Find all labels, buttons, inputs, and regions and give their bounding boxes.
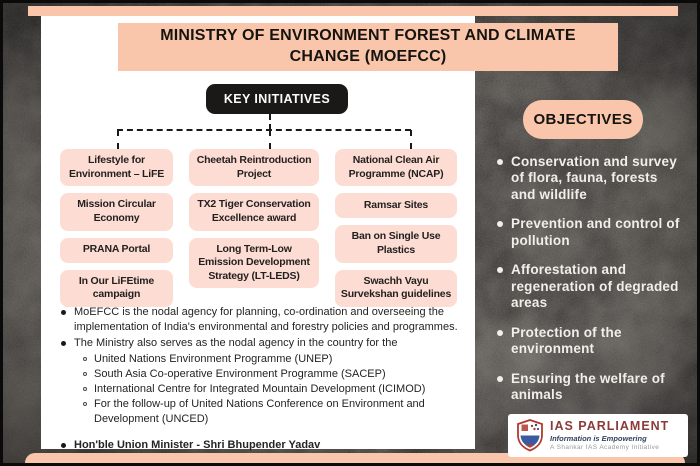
note-text: MoEFCC is the nodal agency for planning, co-ordination and overseeing the implementation of India's environmental and forestry policies and programmes. — [74, 306, 458, 333]
hollow-bullet-icon — [83, 402, 87, 406]
note-sub-bullet — [83, 367, 467, 382]
note-sub-text: International Centre for Integrated Mountain Development (ICIMOD) — [94, 382, 426, 395]
top-accent-strip — [28, 6, 678, 16]
objective-item — [497, 371, 683, 404]
hollow-bullet-icon — [83, 357, 87, 361]
initiative-box: Ban on Single Use Plastics — [335, 225, 457, 262]
note-sub-text: United Nations Environment Programme (UNEP) — [94, 352, 333, 365]
bullet-dot-icon — [497, 330, 503, 336]
note-sub-text: For the follow-up of United Nations Conference on Environment and Development (UNCED) — [94, 397, 425, 425]
bullet-dot-icon — [497, 376, 503, 382]
initiative-box: National Clean Air Programme (NCAP) — [335, 149, 457, 186]
note-bullet — [53, 305, 467, 335]
objectives-list — [497, 154, 683, 404]
logo-name: IAS PARLIAMENT — [550, 418, 670, 433]
note-sub-bullet — [83, 382, 467, 397]
objective-item — [497, 262, 683, 311]
logo-subtext: A Shankar IAS Academy Initiative — [550, 444, 660, 452]
objective-item — [497, 154, 683, 203]
logo-tagline: Information is Empowering — [550, 434, 647, 444]
note-text: The Ministry also serves as the nodal agency in the country for the — [74, 336, 398, 349]
objective-item — [497, 216, 683, 249]
note-sub-bullet — [83, 352, 467, 367]
initiative-box: Ramsar Sites — [335, 193, 457, 218]
objectives-header: OBJECTIVES — [523, 100, 643, 139]
objective-text: Conservation and survey of flora, fauna, forests and wildlife — [511, 154, 677, 202]
minister-line — [53, 438, 467, 453]
objective-text: Afforestation and regeneration of degraded areas — [511, 262, 679, 311]
initiative-box: PRANA Portal — [60, 238, 173, 263]
initiative-box: Cheetah Reintroduction Project — [189, 149, 319, 186]
note-bullet — [53, 336, 467, 351]
initiatives-columns — [60, 149, 457, 307]
bullet-dot-icon — [497, 267, 503, 273]
connector-drop-left — [117, 130, 119, 149]
notes-section — [53, 305, 467, 454]
page-title: MINISTRY OF ENVIRONMENT FOREST AND CLIMATE CHANGE (MOEFCC) — [118, 23, 618, 71]
key-initiatives-header: KEY INITIATIVES — [206, 84, 348, 114]
connector-horizontal — [117, 129, 411, 131]
connector-stem — [269, 114, 271, 130]
shield-icon — [517, 419, 543, 452]
initiative-box: Long Term-Low Emission Development Strategy (LT-LEDS) — [189, 238, 319, 289]
initiative-box: Mission Circular Economy — [60, 193, 173, 230]
initiative-box: TX2 Tiger Conservation Excellence award — [189, 193, 319, 230]
initiatives-column-3 — [335, 149, 457, 307]
bullet-dot-icon — [497, 159, 503, 165]
initiatives-column-1 — [60, 149, 173, 307]
objective-text: Ensuring the welfare of animals — [511, 370, 665, 403]
logo-text-block — [550, 420, 669, 452]
objective-item — [497, 325, 683, 358]
connector-drop-center — [269, 130, 271, 149]
note-sub-list — [83, 352, 467, 427]
initiative-box: Lifestyle for Environment – LiFE — [60, 149, 173, 186]
ias-parliament-logo — [508, 414, 688, 457]
initiatives-column-2 — [189, 149, 319, 288]
initiative-box: In Our LiFEtime campaign — [60, 270, 173, 307]
note-sub-bullet — [83, 397, 467, 427]
objective-text: Protection of the environment — [511, 324, 622, 357]
bullet-dot-icon — [61, 310, 66, 315]
connector-drop-right — [410, 130, 412, 149]
objective-text: Prevention and control of pollution — [511, 216, 680, 248]
bullet-dot-icon — [61, 341, 66, 346]
minister-text: Hon'ble Union Minister - Shri Bhupender Yadav — [74, 438, 321, 451]
note-sub-text: South Asia Co-operative Environment Programme (SACEP) — [94, 367, 386, 380]
bullet-dot-icon — [497, 221, 503, 227]
bullet-dot-icon — [61, 443, 66, 448]
initiative-box: Swachh Vayu Survekshan guidelines — [335, 270, 457, 307]
hollow-bullet-icon — [83, 387, 87, 391]
hollow-bullet-icon — [83, 372, 87, 376]
